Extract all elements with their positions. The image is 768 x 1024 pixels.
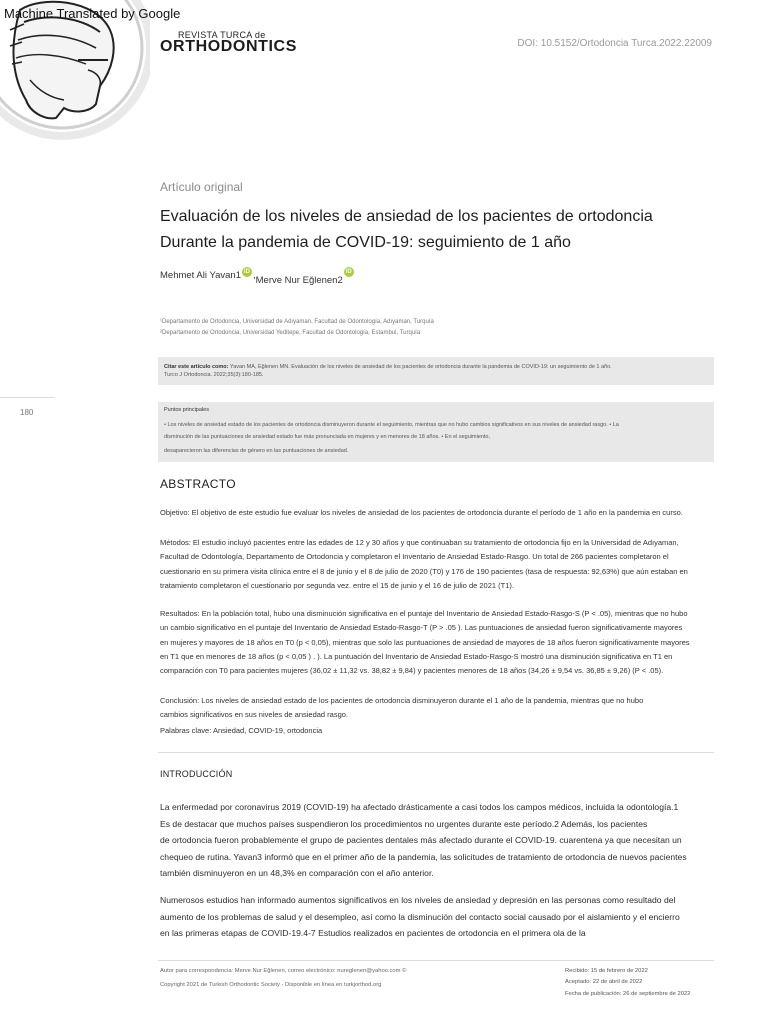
citation-label: Citar este artículo como:: [164, 364, 229, 370]
abstract-objective: Objetivo: El objetivo de este estudio fue evaluar los niveles de ansiedad de los pacientes de ortodoncia durante el período de 1 año en la pandemia en curso.: [160, 508, 683, 517]
citation-box: [158, 357, 714, 385]
page-number-divider: [0, 397, 54, 398]
abstract-line: un cambio significativo en el puntaje del Inventario de Ansiedad Estado-Rasgo-T (P > .05 ). Las puntuaciones de ansiedad fueron significativamente mayores: [160, 623, 683, 633]
author-name[interactable]: Mehmet Ali Yavan1: [160, 270, 241, 281]
accepted-date: Aceptado: 22 de abril de 2022: [565, 979, 643, 985]
publication-date: Fecha de publicación: 26 de septiembre de 2022: [565, 991, 691, 997]
journal-name-small: REVISTA TURCA de: [178, 30, 266, 40]
footer-divider: [158, 960, 714, 961]
abstract-line: Facultad de Odontología, Departamento de Ortodoncia y completaron el Inventario de Ansiedad Estado-Rasgo. Un total de 266 pacientes completaron el: [160, 552, 669, 562]
intro-paragraph-2: [160, 892, 716, 942]
page-number: 180: [20, 408, 34, 417]
received-date: Recibido: 15 de febrero de 2022: [565, 968, 648, 974]
abstract-line: Métodos: El estudio incluyó pacientes entre las edades de 12 y 30 años y que continuaban su tratamiento de ortodoncia fijo en la Universidad de Adıyaman,: [160, 538, 679, 547]
body-line: también disminuyeron en un 48,3% en comparación con el año anterior.: [160, 868, 434, 878]
author-list: [160, 270, 355, 286]
citation-text: Yavan MA, Eğlenen MN. Evaluación de los niveles de ansiedad de los pacientes de ortodoncia durante la pandemia de COVID-19: un seguimiento de 1 año.: [228, 364, 612, 370]
abstract-line: en mujeres y mayores de 18 años en T0 (p < 0,05), mientras que solo las puntuaciones de ansiedad de mayores de 18 años fueron significativamente mayores: [160, 637, 690, 647]
body-line: La enfermedad por coronavirus 2019 (COVID-19) ha afectado drásticamente a casi todos los campos médicos, incluida la odontología.1: [160, 802, 679, 812]
abstract-line: cambios significativos en sus niveles de ansiedad rasgo.: [160, 710, 349, 720]
abstract-results: [160, 607, 716, 678]
abstract-conclusion: [160, 694, 716, 723]
main-points-box: [158, 402, 714, 462]
author-separator: ,: [252, 270, 256, 281]
copyright-note: Copyright 2021 de Turkish Orthodontic Society - Disponible en línea en turkjorthod.org: [160, 982, 382, 988]
abstract-line: cuestionario en su primera visita clínica entre el 8 de junio y el 8 de julio de 2020 (T0) y 176 de 190 pacientes (tasa de respuesta: 92,63%) que aún estaban en: [160, 566, 688, 576]
journal-emblem-logo: [0, 0, 150, 150]
body-line: aumento de los problemas de salud y el desempleo, así como la disminución del contacto social causado por el aislamiento y el encierro: [160, 911, 680, 922]
article-title: [160, 204, 720, 256]
section-divider: [158, 752, 714, 753]
doi-link[interactable]: DOI: 10.5152/Ortodoncia Turca.2022.22009: [517, 38, 712, 49]
machine-translation-banner: Machine Translated by Google: [4, 6, 181, 21]
main-points-line: disminución de las puntuaciones de ansiedad estado fue más pronunciada en mujeres y en menores de 18 años. • En el seguimiento,: [164, 434, 491, 440]
orcid-icon[interactable]: iD: [243, 269, 250, 275]
keywords: Palabras clave: Ansiedad, COVID-19, ortodoncia: [160, 726, 323, 735]
intro-paragraph-1: [160, 799, 716, 882]
abstract-methods: [160, 536, 716, 593]
body-line: Numerosos estudios han informado aumentos significativos en los niveles de ansiedad y depresión en las personas como resultado del: [160, 895, 676, 905]
correspondence-note: Autor para correspondencia: Merve Nur Eğlenen, correo electrónico: nureglenen@yahoo.com ©: [160, 968, 407, 974]
main-points-line: desaparecieron las diferencias de género en las puntuaciones de ansiedad.: [164, 448, 349, 454]
main-points-line: • Los niveles de ansiedad estado de los pacientes de ortodoncia disminuyeron durante el seguimiento, mientras que no hubo cambios significativos en sus niveles de ansiedad rasgo. • La: [164, 422, 619, 428]
abstract-line: en T1 que en menores de 18 años (p < 0,05 ) . ). La puntuación del Inventario de Ansiedad Estado-Rasgo-S mostró una disminución significativa en T1 en: [160, 651, 673, 661]
title-line-1: Evaluación de los niveles de ansiedad de los pacientes de ortodoncia: [160, 208, 653, 225]
article-type: Artículo original: [160, 180, 243, 194]
introduction-heading: INTRODUCCIÓN: [160, 769, 233, 779]
affiliation: ¹Departamento de Ortodoncia, Universidad de Adıyaman, Facultad de Odontología, Adıyaman, Turquía: [160, 319, 434, 325]
body-line: Es de destacar que muchos países suspendieron los procedimientos no urgentes durante este período.2 Además, los pacientes: [160, 818, 648, 829]
orcid-icon[interactable]: iD: [345, 269, 352, 275]
main-points-title: Puntos principales: [164, 407, 209, 413]
body-line: de ortodoncia fueron probablemente el grupo de pacientes dentales más afectado durante el COVID-19. cuarentena ya que necesitan un: [160, 835, 682, 845]
abstract-line: Resultados: En la población total, hubo una disminución significativa en el puntaje del Inventario de Ansiedad Estado-Rasgo-S (P < .05), mientras que no hubo: [160, 609, 688, 618]
abstract-line: tratamiento completaron el cuestionario por segunda vez. entre el 15 de junio y el 16 de julio de 2021 (T1).: [160, 580, 514, 590]
citation-line: [164, 363, 708, 371]
journal-name-logo: ORTHODONTICS: [160, 38, 297, 55]
body-line: chequeo de rutina. Yavan3 informó que en el primer año de la pandemia, las solicitudes de tratamiento de ortodoncia de nuevos pacientes: [160, 851, 687, 862]
affiliation: ²Departamento de Ortodoncia, Universidad Yeditepe, Facultad de Odontología, Estambul, Turquía: [160, 330, 421, 336]
author-name[interactable]: Merve Nur Eğlenen2: [255, 275, 343, 286]
abstract-line: Conclusión: Los niveles de ansiedad estado de los pacientes de ortodoncia disminuyeron durante el 1 año de la pandemia, mientras que no hubo: [160, 696, 644, 705]
title-line-2: Durante la pandemia de COVID-19: seguimiento de 1 año: [160, 234, 571, 251]
body-line: en las primeras etapas de COVID-19.4-7 Estudios realizados en pacientes de ortodoncia en el primera ola de la: [160, 928, 586, 938]
abstract-heading: ABSTRACTO: [160, 477, 236, 491]
citation-line: Turco J Ortodoncia. 2022;35(3):180-185.: [164, 372, 264, 378]
abstract-line: comparación con T0 para pacientes mujeres (36,02 ± 11,32 vs. 38,82 ± 9,84) y pacientes menores de 18 años (34,26 ± 9,54 vs. 36,85 ± 9,26) (P < .05).: [160, 666, 664, 676]
